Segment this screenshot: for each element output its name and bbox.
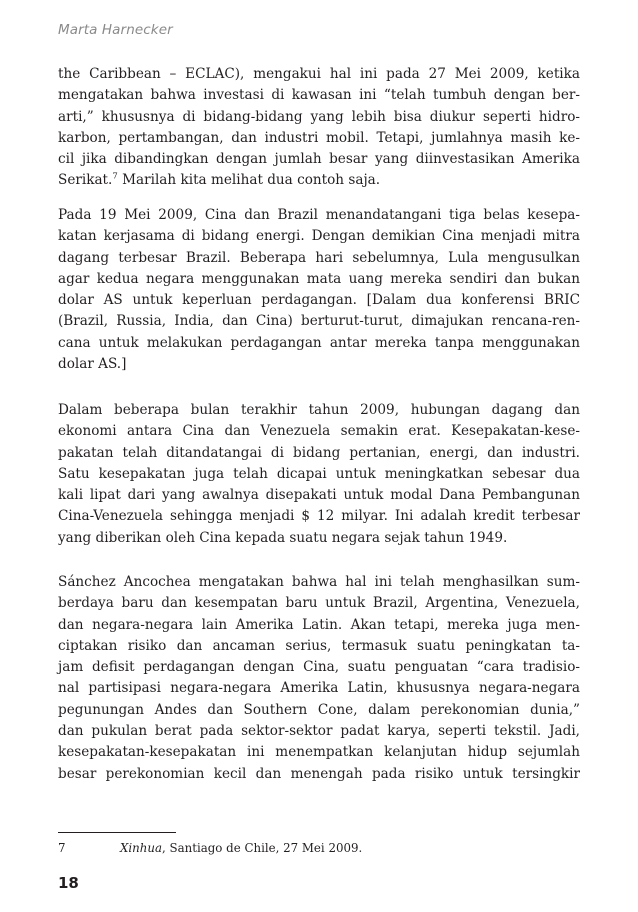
text-line: dan pukulan berat pada sektor-sektor padat karya, seperti tekstil. Jadi,: [58, 723, 580, 740]
text-line: Sánchez Ancochea mengatakan bahwa hal ini telah menghasilkan sum-: [58, 574, 580, 590]
text-line: dan negara-negara lain Amerika Latin. Akan tetapi, mereka juga men-: [58, 616, 580, 633]
text-line: berdaya baru dan kesempatan baru untuk Brazil, Argentina, Venezuela,: [58, 595, 580, 612]
footnote-number: 7: [58, 841, 66, 855]
text-line: dagang terbesar Brazil. Beberapa hari sebelumnya, Lula mengusulkan: [58, 249, 580, 266]
text-line: ciptakan risiko dan ancaman serius, termasuk suatu peningkatan ta-: [58, 637, 580, 654]
running-head: Marta Harnecker: [58, 22, 173, 38]
text-line: kali lipat dari yang awalnya disepakati untuk modal Dana Pembangunan: [58, 487, 580, 504]
text-line: Cina-Venezuela sehingga menjadi $ 12 milyar. Ini adalah kredit terbesar: [58, 508, 580, 525]
text-line-last: dolar AS.]: [58, 356, 127, 373]
text-line: Satu kesepakatan juga telah dicapai untuk meningkatkan sebesar dua: [58, 465, 580, 482]
text-line: agar kedua negara menggunakan mata uang mereka sendiri dan bukan: [58, 270, 580, 287]
text-line: cana untuk melakukan perdagangan antar mereka tanpa menggunakan: [58, 334, 580, 351]
paragraph-2: [58, 205, 580, 375]
page-number: 18: [58, 874, 79, 892]
text-line: pakatan telah ditandatangai di bidang pertanian, energi, dan industri.: [58, 444, 580, 461]
paragraph-4: [58, 572, 580, 785]
paragraph-3: [58, 400, 580, 549]
text-line: katan kerjasama di bidang energi. Dengan demikian Cina menjadi mitra: [58, 228, 580, 245]
text-line: pegunungan Andes dan Southern Cone, dalam perekonomian dunia,”: [58, 701, 580, 718]
footnote: [58, 841, 362, 855]
text-line: kesepakatan-kesepakatan ini menempatkan kelanjutan hidup sejumlah: [58, 744, 580, 761]
footnote-divider: [58, 832, 176, 833]
text-line: dolar AS untuk keperluan perdagangan. [Dalam dua konferensi BRIC: [58, 292, 580, 309]
text-line-last: [58, 170, 580, 191]
text-line: cil jika dibandingkan dengan jumlah besar yang diinvestasikan Amerika: [58, 151, 580, 168]
footnote-source: Xinhua: [120, 841, 162, 855]
text-line: mengatakan bahwa investasi di kawasan ini “telah tumbuh dengan ber-: [58, 87, 580, 104]
footnote-text: , Santiago de Chile, 27 Mei 2009.: [162, 841, 363, 855]
text-line: ekonomi antara Cina dan Venezuela semakin erat. Kesepakatan-kese-: [58, 423, 580, 440]
text-line: (Brazil, Russia, India, dan Cina) berturut-turut, dimajukan rencana-ren-: [58, 313, 580, 330]
text-line: jam defisit perdagangan dengan Cina, suatu penguatan “cara tradisio-: [58, 659, 580, 676]
text-line: karbon, pertambangan, dan industri mobil. Tetapi, jumlahnya masih ke-: [58, 129, 580, 146]
text-line: Dalam beberapa bulan terakhir tahun 2009, hubungan dagang dan: [58, 402, 580, 418]
paragraph-1: [58, 64, 580, 192]
text-segment: Serikat.: [58, 172, 113, 189]
text-line: nal partisipasi negara-negara Amerika Latin, khususnya negara-negara: [58, 680, 580, 697]
footnote-reference[interactable]: 7: [112, 171, 118, 182]
text-line-last: yang diberikan oleh Cina kepada suatu negara sejak tahun 1949.: [58, 529, 508, 546]
text-line: besar perekonomian kecil dan menengah pada risiko untuk tersingkir: [58, 765, 580, 782]
text-segment: Marilah kita melihat dua contoh saja.: [117, 172, 381, 189]
text-line: the Caribbean – ECLAC), mengakui hal ini pada 27 Mei 2009, ketika: [58, 66, 580, 82]
text-line: arti,” khususnya di bidang-bidang yang lebih bisa diukur seperti hidro-: [58, 108, 580, 125]
text-line: Pada 19 Mei 2009, Cina dan Brazil menandatangani tiga belas kesepa-: [58, 207, 580, 223]
